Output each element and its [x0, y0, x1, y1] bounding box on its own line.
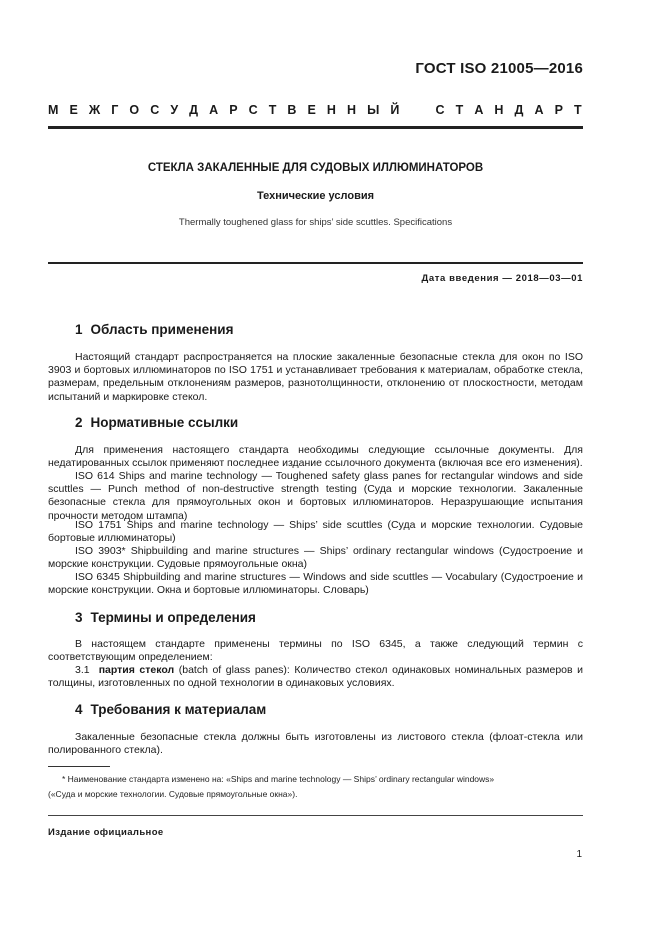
- banner-word2-letter: Н: [494, 103, 504, 117]
- banner-word1-letter: Т: [268, 103, 277, 117]
- banner-word1-letter: У: [170, 103, 179, 117]
- standard-code: ГОСТ ISO 21005—2016: [415, 60, 583, 77]
- reference-iso-6345: ISO 6345 Shipbuilding and marine structures — Windows and side scuttles — Vocabulary (Судостроение и морские конструкции. Окна и бортовые иллюминаторы. Словарь): [48, 571, 583, 597]
- term-text: (batch of glass panes): Количество стекол одинаковых номинальных размеров и толщины, изготовленных по одной технологии в одинаковых условиях.: [48, 664, 584, 690]
- banner-word1-letter: Н: [326, 103, 336, 117]
- section-4-heading: [75, 702, 266, 717]
- banner-word1-letter: С: [248, 103, 258, 117]
- footer-rule: [48, 815, 583, 816]
- banner-word2-letter: А: [474, 103, 484, 117]
- banner-word1-letter: Е: [69, 103, 78, 117]
- document-title: СТЕКЛА ЗАКАЛЕННЫЕ ДЛЯ СУДОВЫХ ИЛЛЮМИНАТОРОВ: [147, 162, 484, 174]
- section-number: 3: [75, 610, 83, 625]
- footnote-line-2: («Суда и морские технологии. Судовые прямоугольные окна»).: [48, 789, 298, 799]
- banner-word-gap: [410, 103, 424, 117]
- banner-word1-letter: Р: [229, 103, 238, 117]
- section-1-heading: [75, 322, 233, 337]
- banner-word1-letter: Ж: [88, 103, 101, 117]
- banner-word1-letter: С: [150, 103, 160, 117]
- reference-iso-614: ISO 614 Ships and marine technology — Toughened safety glass panes for rectangular windows and side scuttles — Punch method of non-destructive strength testing (Суда и морские технологии. Закаленные безопасные стекла для прямоугольных окон и бортовых иллюминаторов. Неразрушающие испытания прочности методом штампа): [48, 470, 583, 522]
- reference-iso-1751: ISO 1751 Ships and marine technology — Ships’ side scuttles (Суда и морские технологии. Судовые бортовые иллюминаторы): [48, 519, 583, 545]
- section-3-heading: [75, 610, 256, 625]
- page-number: 1: [576, 849, 582, 860]
- banner-word2-letter: Т: [573, 103, 582, 117]
- section-title: Термины и определения: [90, 610, 256, 625]
- section-number: 2: [75, 415, 83, 430]
- english-title: Thermally toughened glass for ships’ side scuttles. Specifications: [178, 217, 453, 228]
- section-title: Нормативные ссылки: [90, 415, 239, 430]
- section-4-paragraph: Закаленные безопасные стекла должны быть изготовлены из листового стекла (флоат-стекла или полированного стекла).: [48, 731, 583, 757]
- title-rule: [48, 262, 583, 264]
- section-2-heading: [75, 415, 238, 430]
- header-rule: [48, 126, 583, 129]
- banner-word2-letter: Р: [554, 103, 563, 117]
- banner-word2-letter: А: [534, 103, 544, 117]
- introduction-date: Дата введения — 2018—03—01: [421, 273, 583, 284]
- banner-word1-letter: О: [129, 103, 140, 117]
- section-3-paragraph: В настоящем стандарте применены термины по ISO 6345, а также следующий термин с соответствующим определением:: [48, 638, 583, 664]
- section-title: Требования к материалам: [90, 702, 267, 717]
- banner-word1-letter: Ы: [367, 103, 380, 117]
- interstate-standard-banner: [48, 103, 582, 117]
- section-number: 1: [75, 322, 83, 337]
- banner-word1-letter: Н: [347, 103, 357, 117]
- footnote: [48, 772, 583, 802]
- document-subtitle: Технические условия: [256, 190, 375, 202]
- term-number: 3.1: [75, 664, 90, 676]
- term-definition: [48, 664, 583, 690]
- banner-word2-letter: С: [435, 103, 445, 117]
- banner-word2-letter: Т: [455, 103, 464, 117]
- section-number: 4: [75, 702, 83, 717]
- banner-word1-letter: Д: [189, 103, 199, 117]
- reference-iso-3903: ISO 3903* Shipbuilding and marine structures — Ships’ ordinary rectangular windows (Судостроение и морские конструкции. Судовые прямоугольные окна): [48, 545, 583, 571]
- banner-word1-letter: Г: [111, 103, 119, 117]
- banner-word1-letter: В: [287, 103, 297, 117]
- section-title: Область применения: [90, 322, 234, 337]
- term-name: партия стекол: [98, 664, 175, 676]
- section-1-paragraph: Настоящий стандарт распространяется на плоские закаленные безопасные стекла для окон по ISO 3903 и бортовых иллюминаторов по ISO 1751 и устанавливает требования к материалам, обработке стекла, размерам, предельным отклонениям размеров, разнотолщинности, отклонению от плоскостности, методам испытаний и маркировке стекол.: [48, 351, 583, 403]
- official-edition-label: Издание официальное: [48, 827, 164, 838]
- banner-word1-letter: А: [209, 103, 219, 117]
- banner-word2-letter: Д: [514, 103, 524, 117]
- banner-word1-letter: Е: [307, 103, 316, 117]
- footnote-line-1: * Наименование стандарта изменено на: «Ships and marine technology — Ships’ ordinary rectangular windows»: [62, 774, 495, 784]
- section-2-paragraph: Для применения настоящего стандарта необходимы следующие ссылочные документы. Для недатированных ссылок применяют последнее издание ссылочного документа (включая все его изменения).: [48, 444, 583, 470]
- banner-word1-letter: М: [48, 103, 59, 117]
- footnote-separator: [48, 766, 110, 767]
- banner-word1-letter: Й: [390, 103, 400, 117]
